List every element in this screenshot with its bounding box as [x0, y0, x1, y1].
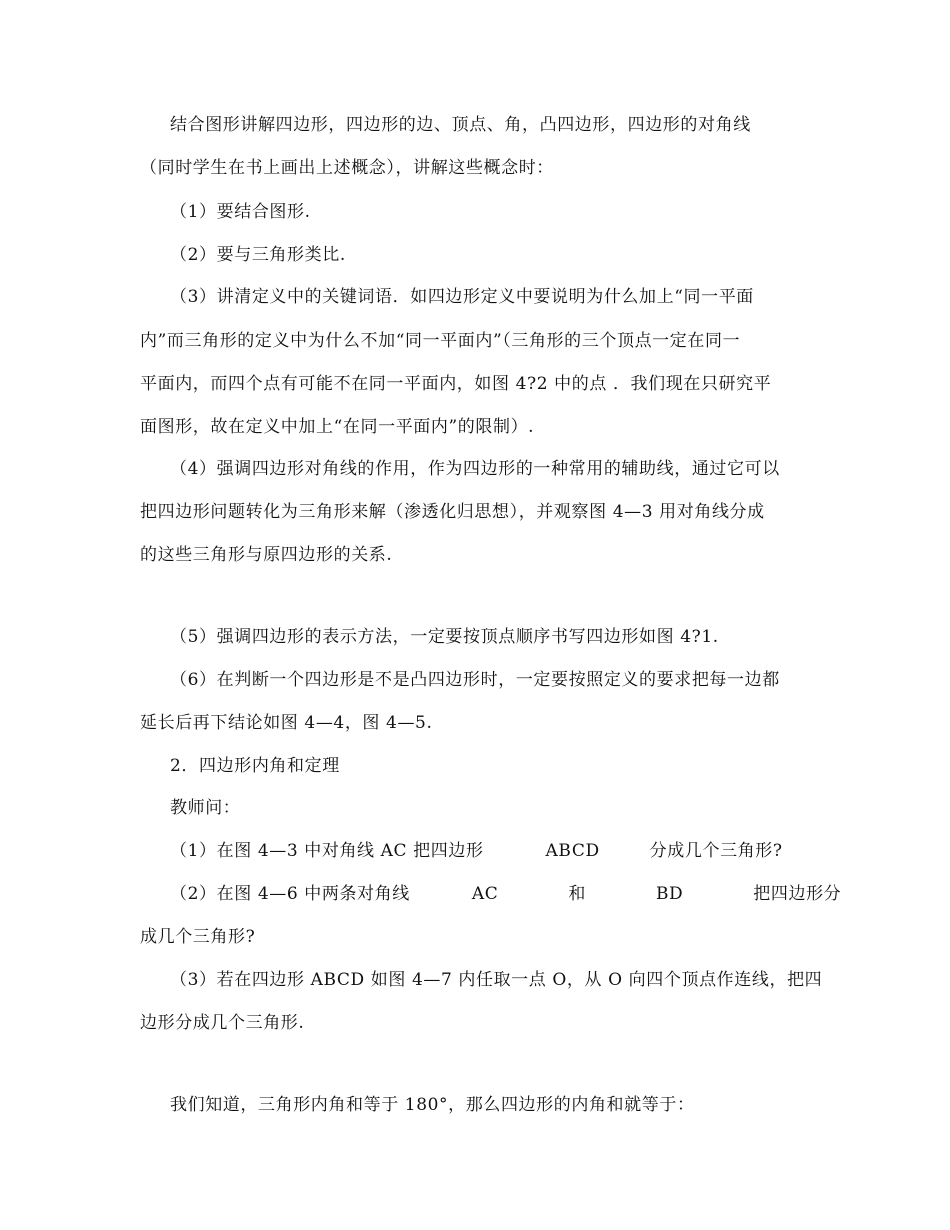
list-item: （2）要与三角形类比.: [170, 245, 346, 265]
paragraph-line: 面图形，故在定义中加上“在同一平面内”的限制）.: [140, 417, 535, 437]
question-text: 和: [568, 884, 586, 904]
question-term: BD: [655, 884, 684, 904]
list-item: （6）在判断一个四边形是不是凸四边形时，一定要按照定义的要求把每一边都: [170, 670, 780, 690]
section-heading: 2．四边形内角和定理: [170, 756, 340, 776]
question-line: [170, 884, 841, 904]
paragraph-line: 平面内，而四个点有可能不在同一平面内，如图 4?2 中的点 ．我们现在只研究平: [140, 374, 772, 394]
list-item: （1）要结合图形.: [170, 202, 311, 222]
paragraph-line: 的这些三角形与原四边形的关系.: [140, 545, 393, 565]
question-term: AC: [471, 884, 499, 904]
paragraph-line: 结合图形讲解四边形，四边形的边、顶点、角，凸四边形，四边形的对角线: [170, 115, 751, 135]
list-item: （4）强调四边形对角线的作用，作为四边形的一种常用的辅助线，通过它可以: [170, 459, 780, 479]
list-item: （3）讲清定义中的关键词语．如四边形定义中要说明为什么加上“同一平面: [170, 287, 754, 307]
paragraph-line: 教师问：: [170, 798, 241, 818]
question-text: 分成几个三角形?: [649, 841, 783, 861]
paragraph-line: 成几个三角形?: [140, 927, 256, 947]
question-text: （1）在图 4—3 中对角线 AC 把四边形: [170, 841, 484, 861]
paragraph-line: 内”而三角形的定义中为什么不加“同一平面内”（三角形的三个顶点一定在同一: [140, 331, 741, 351]
paragraph-line: （同时学生在书上画出上述概念），讲解这些概念时：: [140, 158, 554, 178]
list-item: （5）强调四边形的表示方法，一定要按顶点顺序书写四边形如图 4?1.: [170, 627, 719, 647]
paragraph-line: 延长后再下结论如图 4—4，图 4—5.: [140, 713, 433, 733]
question-text: （2）在图 4—6 中两条对角线: [170, 884, 410, 904]
paragraph-line: 我们知道，三角形内角和等于 180°，那么四边形的内角和就等于：: [170, 1095, 695, 1115]
paragraph-line: 把四边形问题转化为三角形来解（渗透化归思想），并观察图 4—3 用对角线分成: [140, 502, 765, 522]
question-line: [170, 841, 783, 861]
question-text: 把四边形分: [753, 884, 842, 904]
paragraph-line: 边形分成几个三角形.: [140, 1013, 305, 1033]
question-term: ABCD: [545, 841, 600, 861]
question-line: （3）若在四边形 ABCD 如图 4—7 内任取一点 O，从 O 向四个顶点作连线，把四: [170, 970, 823, 990]
